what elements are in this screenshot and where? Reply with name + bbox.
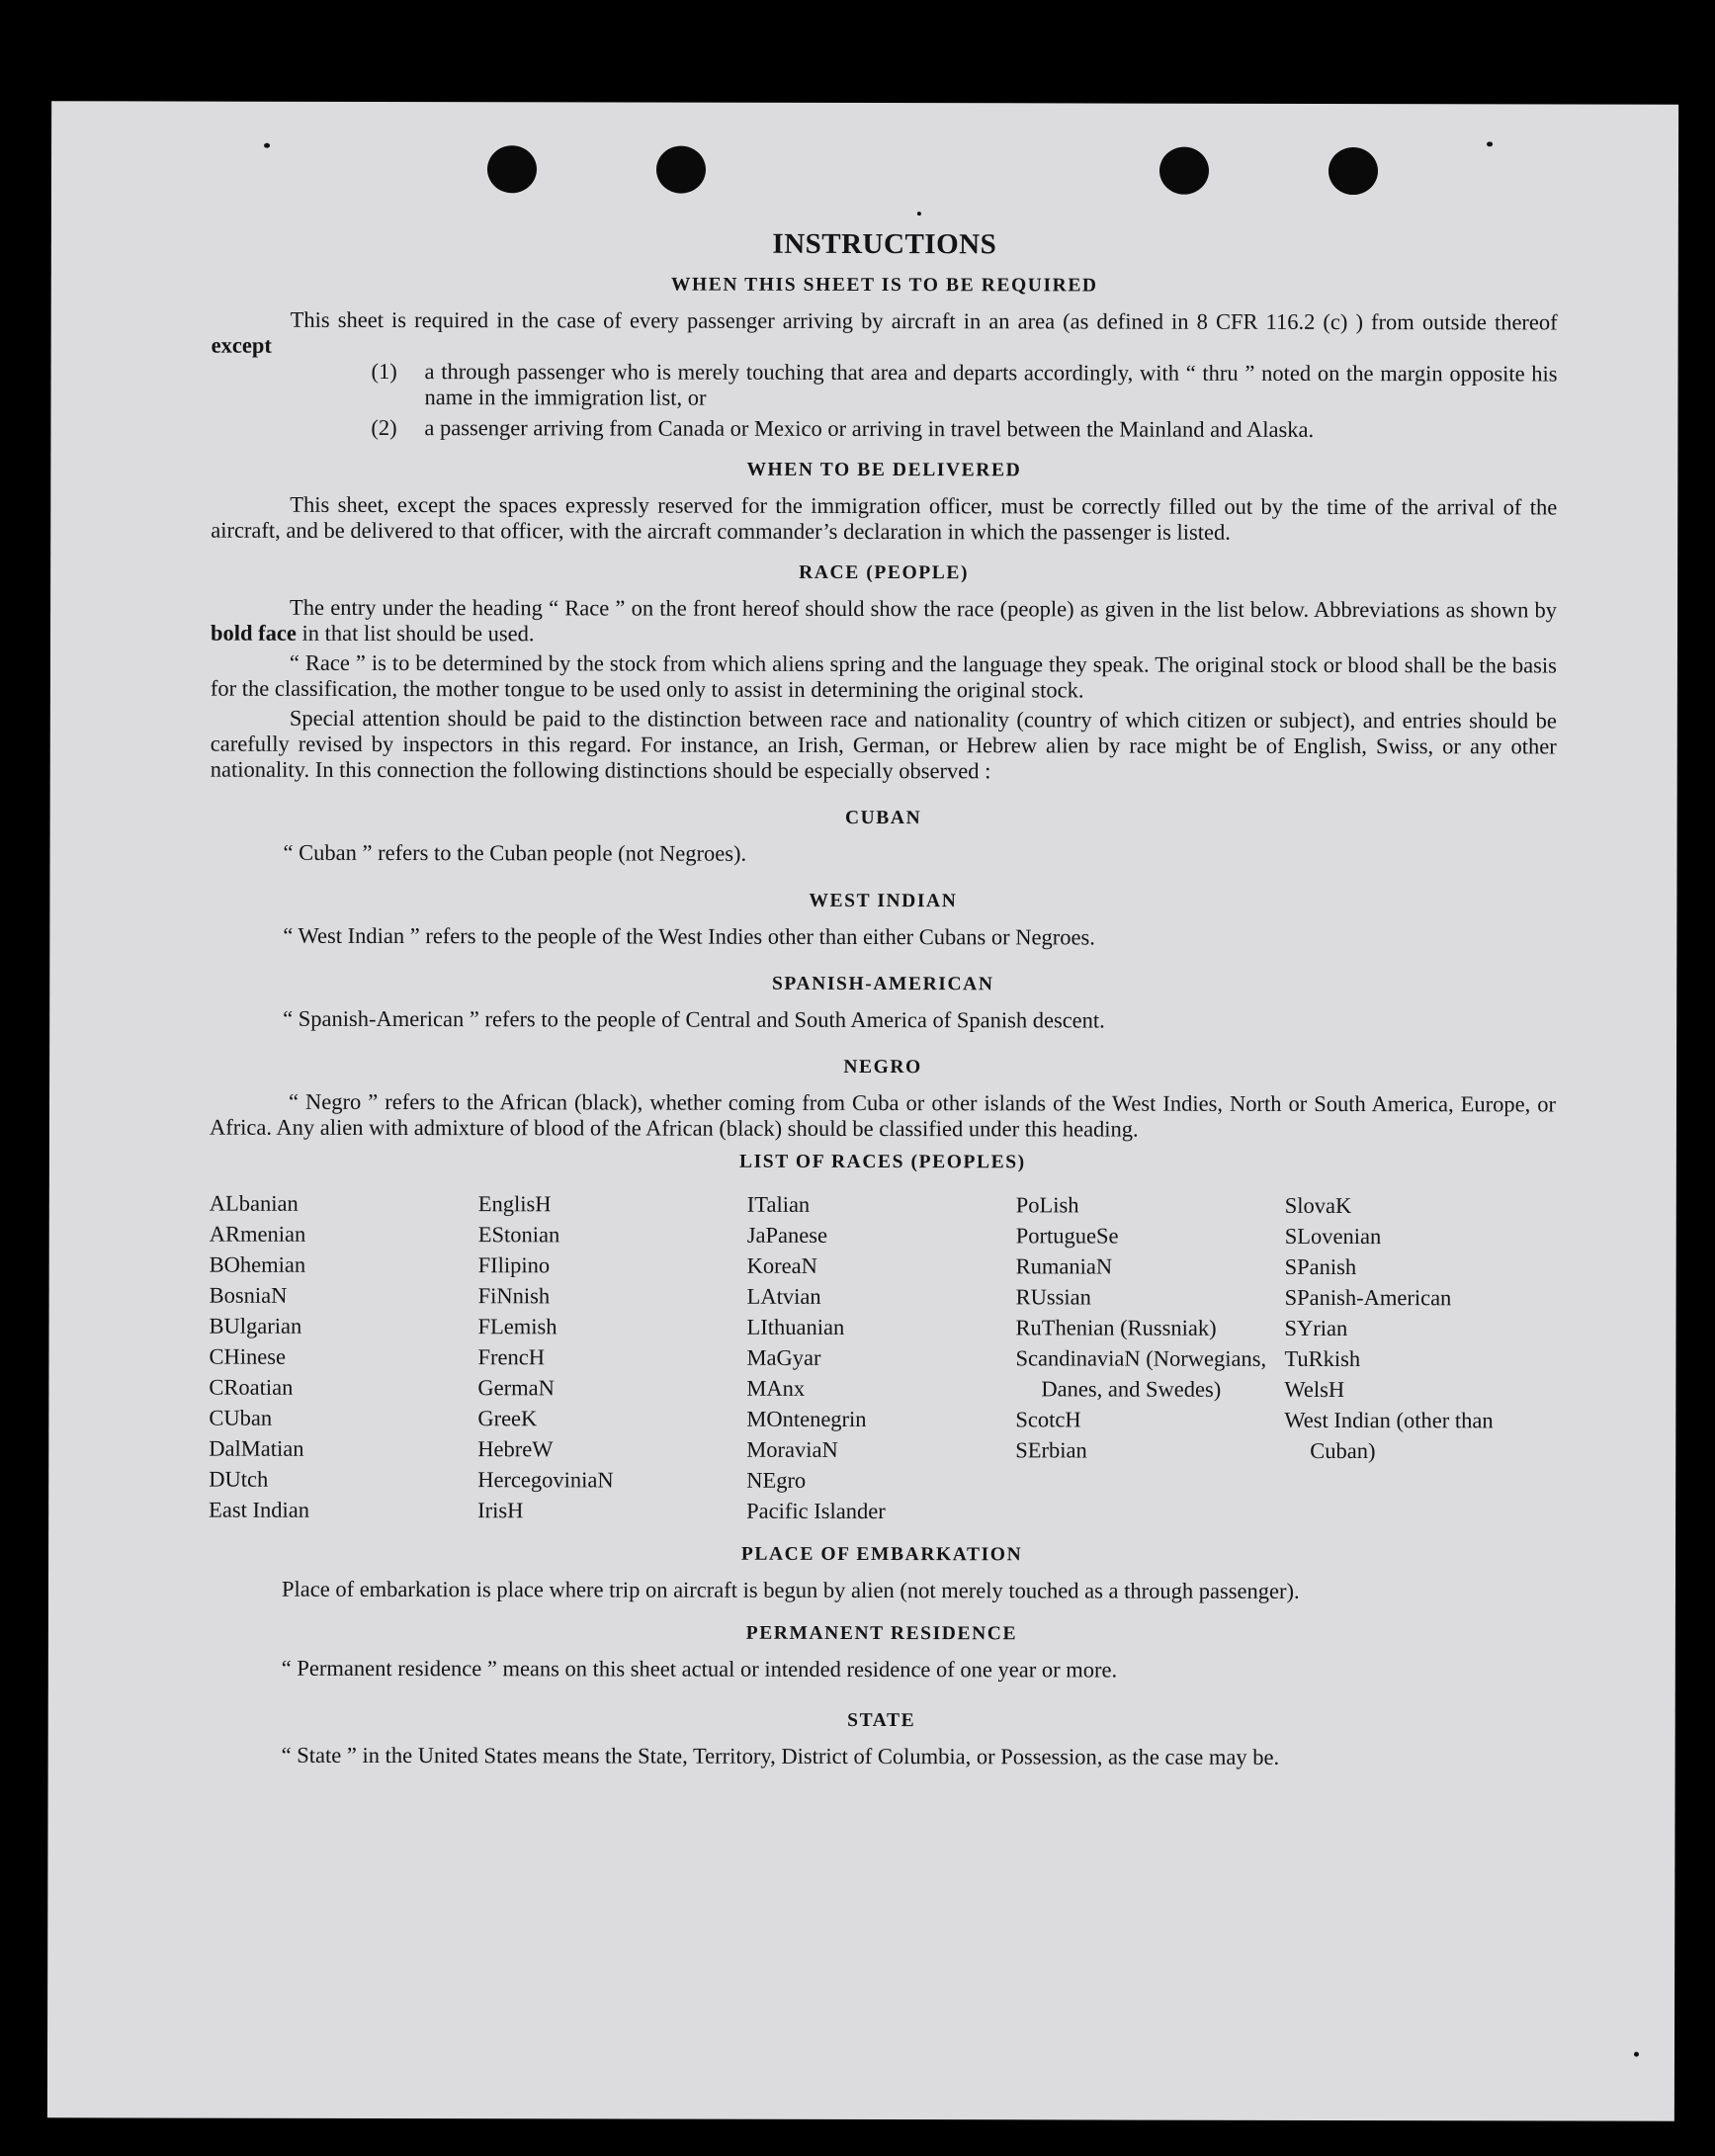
race-entry: LAtvian	[746, 1283, 821, 1309]
spanish-american-text: “ Spanish-American ” refers to the people of Central and South America of Spanish descent.	[283, 1005, 1105, 1033]
race-entry: SYrian	[1284, 1315, 1348, 1341]
race-paragraph-2: “ Race ” is to be determined by the stock from which aliens spring and the language they speak. The original stock or blood shall be the basis for the classification, the mother tongue to be used only to assist in determining the original stock.	[210, 649, 1557, 703]
heading-race: RACE (PEOPLE)	[799, 561, 970, 584]
race-entry: IrisH	[477, 1498, 524, 1523]
race-entry: SLovenian	[1284, 1223, 1382, 1250]
race-entry: CRoatian	[209, 1374, 294, 1400]
race-entry: KoreaN	[746, 1252, 817, 1278]
race-entry: West Indian (other than Cuban)	[1284, 1407, 1494, 1464]
race-entry: Pacific Islander	[746, 1498, 886, 1524]
punch-hole	[487, 145, 537, 193]
race-entry: HercegoviniaN	[477, 1467, 614, 1493]
race-entry: ScandinaviaN (Norwegians, Danes, and Swedes)	[1015, 1345, 1267, 1402]
document-sheet	[47, 101, 1678, 2120]
races-table	[209, 1188, 1556, 1528]
race-entry: FiNnish	[477, 1283, 551, 1309]
race-entry: DalMatian	[209, 1435, 304, 1461]
races-column	[1284, 1190, 1554, 1528]
race-entry: DUtch	[209, 1466, 269, 1492]
embarkation-text: Place of embarkation is place where trip on aircraft is begun by alien (not merely touched as a through passenger).	[281, 1576, 1300, 1603]
race-entry: RuThenian (Russniak)	[1015, 1315, 1217, 1340]
required-intro: This sheet is required in the case of every passenger arriving by aircraft in an area (as defined in 8 CFR 116.2 (c) ) from outside thereof except	[211, 306, 1558, 358]
heading-delivered: WHEN TO BE DELIVERED	[746, 459, 1022, 481]
race-paragraph-1: The entry under the heading “ Race ” on the front hereof should show the race (people) as given in the list below. Abbreviations as shown by bold face in that list should be used.	[210, 594, 1558, 647]
instructions-content	[209, 227, 1558, 1775]
punch-hole	[1159, 147, 1209, 195]
heading-required: WHEN THIS SHEET IS TO BE REQUIRED	[670, 274, 1098, 297]
punch-hole	[1329, 147, 1378, 195]
race-entry: MoraviaN	[746, 1436, 838, 1462]
residence-text: “ Permanent residence ” means on this sheet actual or intended residence of one year or more.	[281, 1655, 1118, 1682]
races-column	[1015, 1189, 1285, 1527]
race-entry: WelsH	[1284, 1376, 1345, 1403]
race-entry: ITalian	[746, 1191, 811, 1217]
race-entry: SPanish	[1284, 1253, 1357, 1280]
races-column	[477, 1188, 747, 1526]
race-entry: ALbanian	[209, 1190, 299, 1216]
negro-text: “ Negro ” refers to the African (black), whether coming from Cuba or other islands of the West Indies, North or South America, Europe, or Africa. Any alien with admixture of blood of the African (black) should be classified under this heading.	[209, 1088, 1557, 1142]
race-entry: PoLish	[1015, 1192, 1079, 1218]
race-entry: PortugueSe	[1015, 1223, 1119, 1249]
speck	[1634, 2052, 1639, 2057]
speck	[1487, 141, 1493, 146]
heading-residence: PERMANENT RESIDENCE	[745, 1622, 1018, 1645]
punch-hole	[656, 146, 706, 194]
race-entry: SErbian	[1015, 1437, 1087, 1463]
heading-negro: NEGRO	[843, 1056, 922, 1078]
heading-spanish-american: SPANISH-AMERICAN	[771, 973, 994, 995]
race-entry: JaPanese	[746, 1222, 827, 1248]
race-entry: BOhemian	[209, 1251, 306, 1277]
race-entry: MOntenegrin	[746, 1406, 867, 1432]
cuban-text: “ Cuban ” refers to the Cuban people (not Negroes).	[283, 839, 747, 866]
heading-embarkation: PLACE OF EMBARKATION	[740, 1543, 1023, 1566]
race-entry: BUlgarian	[209, 1313, 302, 1338]
speck	[917, 212, 921, 216]
race-entry: TuRkish	[1284, 1345, 1361, 1372]
race-entry: FIlipino	[477, 1252, 551, 1278]
race-entry: FrencH	[477, 1344, 545, 1370]
race-entry: LIthuanian	[746, 1314, 845, 1339]
heading-state: STATE	[847, 1709, 916, 1732]
race-entry: MaGyar	[746, 1344, 821, 1370]
race-entry: ARmenian	[209, 1221, 306, 1247]
list-item: (2) a passenger arriving from Canada or Mexico or arriving in travel between the Mainland and Alaska.	[371, 414, 1315, 442]
race-entry: HebreW	[477, 1436, 554, 1462]
race-entry: RumaniaN	[1015, 1253, 1113, 1279]
race-entry: EStonian	[477, 1222, 560, 1248]
race-entry: CUban	[209, 1405, 273, 1430]
race-entry: GermaN	[477, 1375, 555, 1401]
race-paragraph-3: Special attention should be paid to the distinction between race and nationality (country of which citizen or subject), and entries should be carefully revised by inspectors in this regard. For instance, an Irish, German, or Hebrew alien by race might be of English, Swiss, or any other nationality. In this connection the following distinctions should be especially observed :	[210, 705, 1557, 784]
race-entry: SlovaK	[1284, 1192, 1352, 1219]
race-entry: NEgro	[746, 1467, 807, 1493]
heading-cuban: CUBAN	[844, 807, 922, 829]
race-entry: EnglisH	[477, 1191, 552, 1217]
races-column	[746, 1189, 1016, 1527]
west-indian-text: “ West Indian ” refers to the people of the West Indies other than either Cubans or Negroes.	[283, 922, 1095, 950]
page-title: INSTRUCTIONS	[772, 227, 997, 261]
race-entry: SPanish-American	[1284, 1284, 1452, 1311]
race-entry: RUssian	[1015, 1284, 1091, 1310]
races-column	[209, 1188, 478, 1526]
race-entry: ScotcH	[1015, 1407, 1081, 1432]
heading-list-of-races: LIST OF RACES (PEOPLES)	[738, 1151, 1026, 1173]
speck	[264, 143, 270, 148]
state-text: “ State ” in the United States means the State, Territory, District of Columbia, or Possession, as the case may be.	[281, 1742, 1280, 1769]
race-entry: GreeK	[477, 1406, 538, 1431]
heading-west-indian: WEST INDIAN	[809, 890, 958, 912]
race-entry: East Indian	[209, 1497, 310, 1522]
race-entry: MAnx	[746, 1375, 806, 1401]
race-entry: FLemish	[477, 1314, 557, 1339]
delivered-text: This sheet, except the spaces expressly reserved for the immigration officer, must be correctly filled out by the time of the arrival of the aircraft, and be delivered to that officer, with the aircraft commander’s declaration in which the passenger is listed.	[211, 491, 1558, 545]
race-entry: CHinese	[209, 1343, 287, 1369]
race-entry: BosniaN	[209, 1282, 288, 1308]
list-item: (1) a through passenger who is merely touching that area and departs accordingly, with “ thru ” noted on the margin opposite his name in the immigration list, or	[371, 358, 1558, 410]
